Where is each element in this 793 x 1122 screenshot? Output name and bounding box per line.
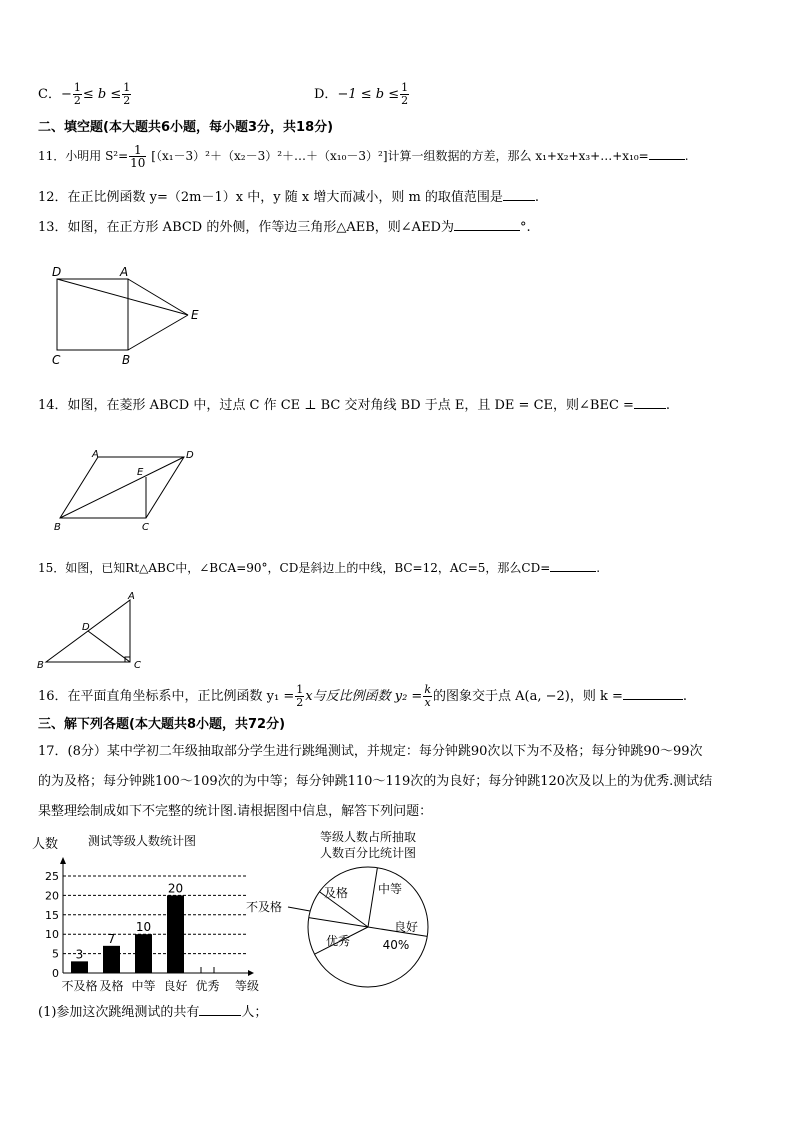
x-tick-label: 良好	[163, 979, 188, 993]
answer-blank	[454, 218, 520, 231]
x-axis-arrow	[248, 970, 254, 976]
y-tick-label: 15	[45, 908, 59, 922]
label-c: C	[52, 353, 61, 367]
x-tick-label: 中等	[131, 979, 156, 993]
answer-blank	[199, 1003, 241, 1016]
bar-chart	[30, 828, 270, 998]
pie-slice-boundary	[309, 918, 368, 927]
label-a: A	[128, 591, 135, 602]
label-d: D	[82, 622, 90, 633]
pie-title-line1: 等级人数占所抽取	[319, 830, 417, 844]
chart-title: 测试等级人数统计图	[88, 834, 197, 848]
question-17-line3: 果整理绘制成如下不完整的统计图.请根据图中信息，解答下列问题：	[38, 804, 433, 819]
right-triangle-figure	[36, 588, 156, 672]
label-a: A	[92, 449, 99, 460]
square-triangle-figure	[48, 262, 218, 370]
y-tick-label: 0	[52, 967, 59, 980]
label-d: D	[52, 265, 62, 279]
question-17-sub1: (1)参加这次跳绳测试的共有 人；	[38, 1005, 268, 1020]
x-axis-label: 等级	[235, 979, 260, 993]
pie-title-line2: 人数百分比统计图	[319, 846, 417, 860]
label-e: E	[191, 308, 199, 322]
bar	[103, 946, 120, 973]
y-axis-label: 人数	[32, 837, 59, 852]
label-c: C	[134, 660, 141, 671]
pie-leader-line	[288, 907, 310, 911]
label-b: B	[54, 522, 61, 533]
pie-slice-boundary	[368, 868, 377, 927]
label-b: B	[122, 353, 131, 367]
data-label: 20	[167, 881, 184, 896]
pie-slice-label: 优秀	[325, 934, 351, 948]
question-16: 16．在平面直角坐标系中，正比例函数 y₁ = $\frac{1}{2}$ x与反比例函数 y₂ = $\frac{k}{x}$ 的图象交于点 A(a, −2)，则 k = .	[38, 683, 688, 709]
answer-blank	[623, 687, 683, 700]
question-14: 14．如图，在菱形 ABCD 中，过点 C 作 CE ⊥ BC 交对角线 BD 于点 E，且 DE = CE，则∠BEC = .	[38, 398, 671, 413]
bar	[71, 961, 88, 973]
question-12: 12．在正比例函数 y=（2m－1）x 中，y 随 x 增大而减小，则 m 的取值范围是 .	[38, 190, 540, 205]
x-tick-label: 及格	[99, 979, 124, 993]
answer-blank	[503, 188, 535, 201]
answer-blank	[634, 396, 666, 409]
label-e: E	[137, 467, 144, 478]
pie-slice-label: 中等	[377, 882, 403, 896]
pie-slice-percent: 40%	[382, 938, 410, 952]
section2-title: 二、填空题(本大题共6小题，每小题3分，共18分)	[38, 120, 334, 135]
y-tick-label: 25	[45, 870, 59, 883]
pie-slice-label: 良好	[393, 920, 419, 934]
y-tick-label: 10	[45, 928, 59, 942]
x-tick-label: 不及格	[61, 979, 98, 993]
label-b: B	[37, 660, 44, 671]
bar	[135, 934, 152, 973]
pie-slice-label: 及格	[323, 886, 349, 900]
data-label: 10	[135, 920, 152, 935]
answer-blank	[649, 147, 685, 160]
x-tick-label: 优秀	[195, 979, 220, 993]
bar	[167, 895, 184, 973]
data-label: 7	[107, 931, 116, 946]
option-d: D．−1 ≤ b ≤ $\frac{1}{2}$	[314, 81, 409, 107]
section3-title: 三、解下列各题(本大题共8小题，共72分)	[38, 717, 286, 732]
pie-slice-label: 不及格	[245, 900, 283, 914]
y-tick-label: 20	[45, 889, 59, 903]
option-c: C．− $\frac{1}{2}$ ≤ b ≤ $\frac{1}{2}$	[38, 81, 131, 107]
question-13: 13．如图，在正方形 ABCD 的外侧，作等边三角形△AEB，则∠AED为 °.	[38, 220, 531, 235]
question-11: 11．小明用 S²= $\frac{1}{10}$ [（x₁－3）²＋（x₂－3）²＋…＋（x₁₀－3）²]计算一组数据的方差，那么 x₁+x₂+x₃+…+x₁₀= .	[38, 143, 689, 170]
question-17-line2: 的为及格；每分钟跳100～109次的为中等；每分钟跳110～119次的为良好；每分钟跳120次及以上的为优秀.测试结	[38, 774, 713, 789]
question-17-line1: 17．(8分）某中学初二年级抽取部分学生进行跳绳测试，并规定：每分钟跳90次以下为不及格；每分钟跳90～99次	[38, 744, 703, 759]
label-a: A	[120, 265, 129, 279]
question-15: 15．如图，已知Rt△ABC中，∠BCA=90°，CD是斜边上的中线，BC=12，AC=5，那么CD= .	[38, 561, 601, 575]
data-label: 3	[75, 947, 84, 962]
answer-blank	[550, 559, 596, 572]
y-axis-arrow	[60, 857, 66, 864]
label-d: D	[186, 450, 194, 461]
rhombus-figure	[48, 448, 208, 534]
y-tick-label: 5	[52, 947, 59, 961]
pie-chart	[245, 826, 448, 992]
label-c: C	[142, 522, 149, 533]
